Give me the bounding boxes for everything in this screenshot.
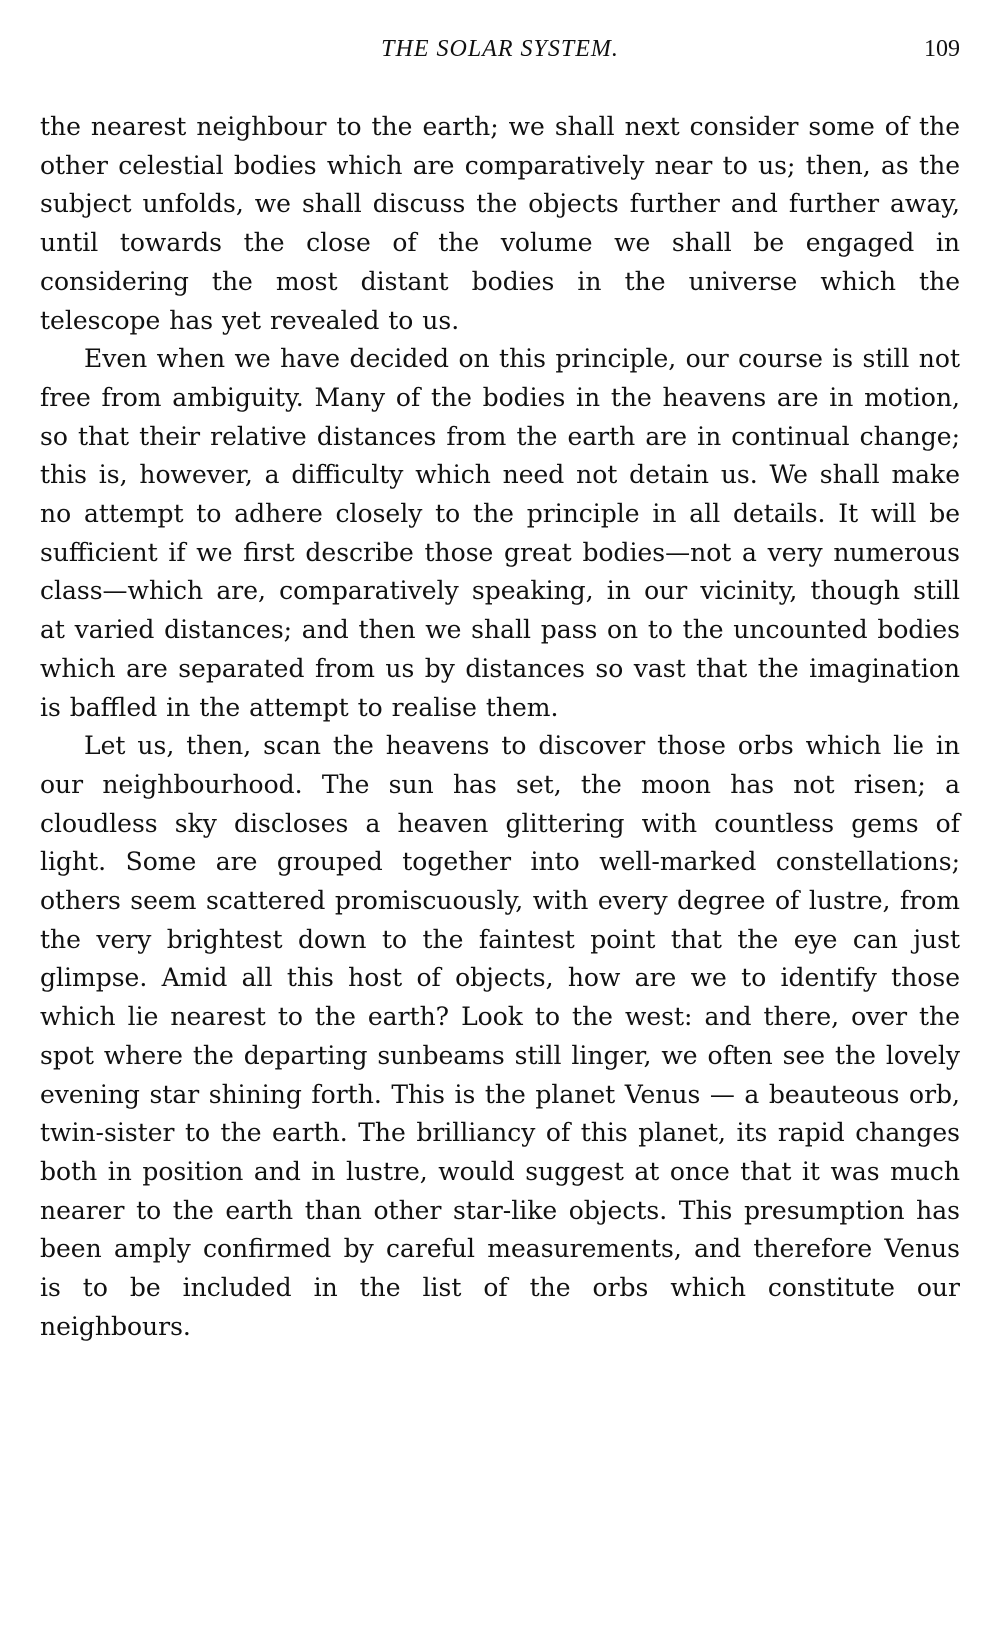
running-title: THE SOLAR SYSTEM. xyxy=(381,36,619,62)
running-head xyxy=(40,34,960,74)
paragraph-venus: Let us, then, scan the heavens to discover those orbs which lie in our neighbourhood. The sun has set, the moon has not risen; a cloudless sky discloses a heaven glittering with countless gems of light. Some are grouped together into well-marked constellations; others seem scattered promiscuously, with every degree of lustre, from the very brightest down to the faintest point that the eye can just glimpse. Amid all this host of objects, how are we to identify those which lie nearest to the earth? Look to the west: and there, over the spot where the departing sunbeams still linger, we often see the lovely evening star shining forth. This is the planet Venus — a beauteous orb, twin-sister to the earth. The brilliancy of this planet, its rapid changes both in position and in lustre, would suggest at once that it was much nearer to the earth than other star-like objects. This presumption has been amply confirmed by careful measurements, and therefore Venus is to be included in the list of the orbs which constitute our neighbours. xyxy=(40,731,960,1341)
body-text xyxy=(40,108,960,1347)
paragraph-continued: the nearest neighbour to the earth; we shall next consider some of the other celestial bodies which are comparatively near to us; then, as the subject unfolds, we shall discuss the objects further and further away, until towards the close of the volume we shall be engaged in considering the most distant bodies in the universe which the telescope has yet revealed to us. xyxy=(40,112,960,335)
paragraph-principle: Even when we have decided on this principle, our course is still not free from ambiguity. Many of the bodies in the heavens are in motion, so that their relative distances from the earth are in continual change; this is, however, a difficulty which need not detain us. We shall make no attempt to adhere closely to the principle in all details. It will be sufficient if we first describe those great bodies—not a very numerous class—which are, comparatively speaking, in our vicinity, though still at varied distances; and then we shall pass on to the uncounted bodies which are separated from us by distances so vast that the imagination is baffled in the attempt to realise them. xyxy=(40,344,960,722)
page-number: 109 xyxy=(924,36,960,62)
